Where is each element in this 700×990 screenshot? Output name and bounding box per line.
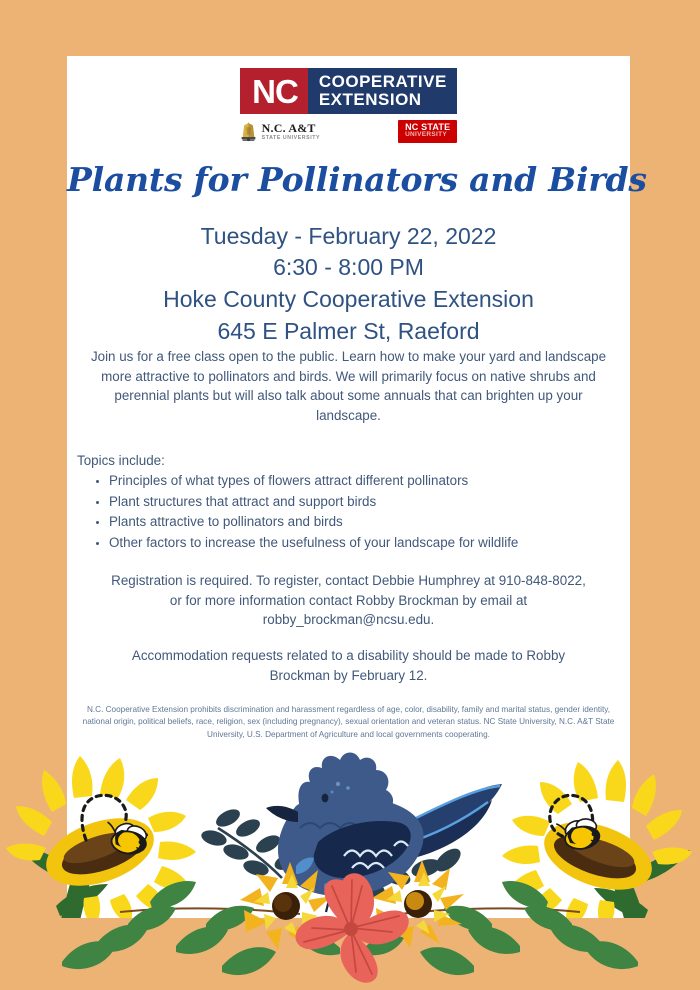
logo-row xyxy=(67,68,630,114)
ground-band xyxy=(0,918,700,990)
nc-at-state-university-logo xyxy=(240,121,320,143)
flyer-card xyxy=(67,56,647,918)
extension-line-1: COOPERATIVE xyxy=(318,71,447,91)
liberty-bell-icon xyxy=(240,121,257,143)
nc-at-line-2: STATE UNIVERSITY xyxy=(261,135,321,142)
nc-cooperative-extension-logo xyxy=(240,68,457,114)
nc-at-line-1: N.C. A&T xyxy=(261,121,316,136)
topics-list xyxy=(91,471,629,553)
accommodation-paragraph: Accommodation requests related to a disability should be made to Robby Brockman by February 12. xyxy=(131,648,566,683)
nc-state-line-2: UNIVERSITY xyxy=(405,131,448,139)
list-item: • Plants attractive to pollinators and birds xyxy=(109,512,629,533)
list-item: • Other factors to increase the usefulness of your landscape for wildlife xyxy=(109,533,629,554)
extension-line-2: EXTENSION xyxy=(318,90,422,109)
nc-state-university-logo xyxy=(398,120,457,143)
registration-paragraph: Registration is required. To register, contact Debbie Humphrey at 910-848-8022, or for more information contact Robby Brockman by email at robby_brockman@ncsu.edu. xyxy=(111,573,586,628)
partner-logo-row xyxy=(67,120,630,143)
event-date: Tuesday - February 22, 2022 xyxy=(200,223,497,249)
nc-logo-mark: NC xyxy=(240,68,308,114)
intro-paragraph: Join us for a free class open to the public. Learn how to make your yard and landscape more attractive to pollinators and birds. We will primarily focus on native shrubs and perennial plants but will also talk about some annuals that can brighten up your landscape. xyxy=(90,349,607,424)
nc-state-line-1: NC STATE xyxy=(405,122,451,132)
extension-wordmark xyxy=(308,68,457,114)
list-item: • Plant structures that attract and support birds xyxy=(109,492,629,513)
event-time: 6:30 - 8:00 PM xyxy=(273,254,424,280)
list-item: • Principles of what types of flowers attract different pollinators xyxy=(109,471,629,492)
event-address: 645 E Palmer St, Raeford xyxy=(217,318,480,344)
nondiscrimination-disclaimer: N.C. Cooperative Extension prohibits discrimination and harassment regardless of age, color, disability, family and marital status, gender identity, national origin, political beliefs, race, religion, sex (including pregnancy), sexual orientation and veteran status. NC State University, N.C. A&T State University, U.S. Department of Agriculture and local governments cooperating. xyxy=(82,705,615,739)
event-venue: Hoke County Cooperative Extension xyxy=(163,286,534,312)
topics-label: Topics include: xyxy=(77,453,165,468)
page-title: Plants for Pollinators and Birds xyxy=(67,160,647,199)
nc-at-wordmark xyxy=(262,122,320,141)
